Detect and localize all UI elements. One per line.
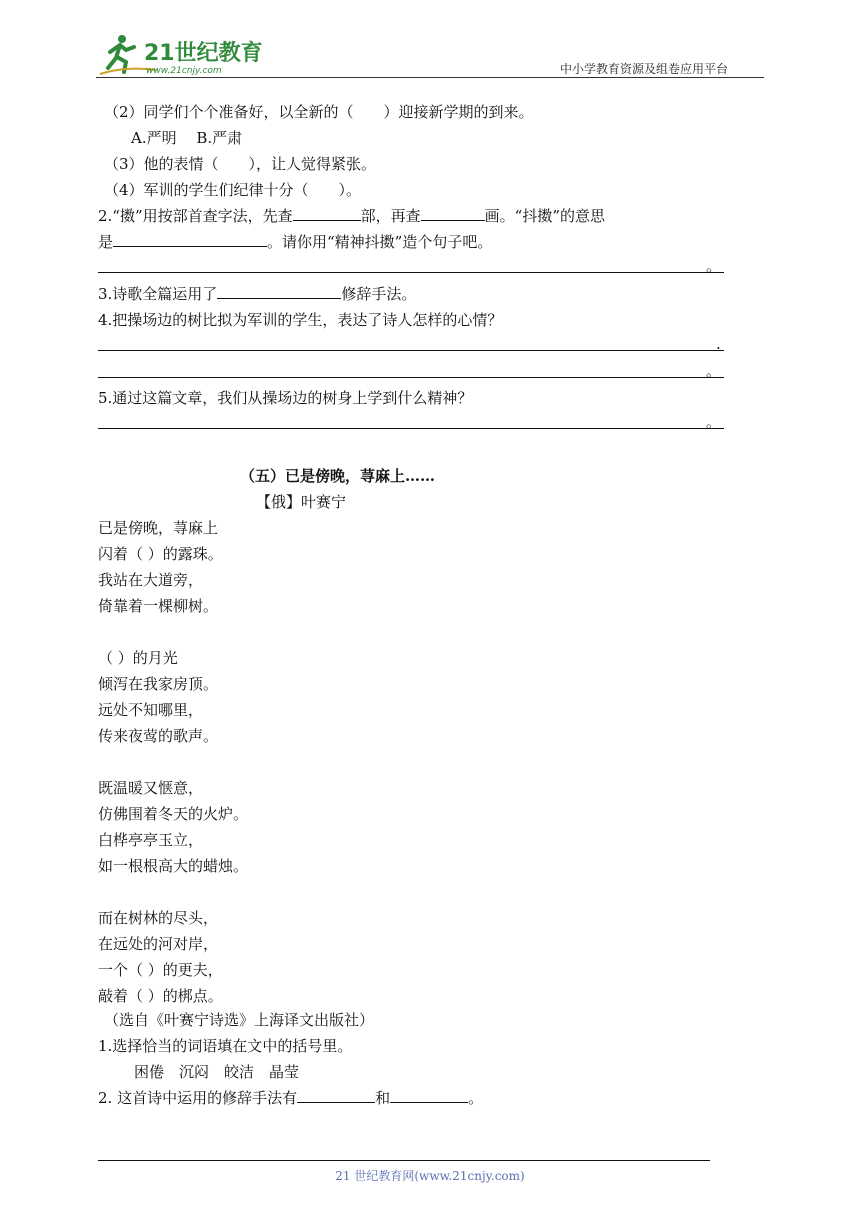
end-mark: .: [716, 335, 721, 353]
footer-text[interactable]: 21 世纪教育网(www.21cnjy.com): [335, 1169, 525, 1183]
end-mark: 。: [706, 362, 722, 380]
end-mark: 。: [706, 257, 722, 275]
answer-blank[interactable]: [217, 284, 341, 299]
end-mark: 。: [706, 413, 722, 431]
poem-line: 仿佛围着冬天的火炉。: [98, 805, 249, 823]
answer-line[interactable]: [98, 272, 724, 273]
q2-line1: 2.“擞”用按部首查字法，先查 部，再查 画。“抖擞”的意思: [98, 207, 606, 225]
answer-blank[interactable]: [297, 1088, 375, 1103]
poem-title: （五）已是傍晚，荨麻上……: [240, 467, 436, 485]
question-4: （4）军训的学生们纪律十分（ ）。: [104, 181, 362, 199]
q3-line: 3.诗歌全篇运用了 修辞手法。: [98, 285, 417, 303]
options: A.严明 B.严肃: [131, 129, 243, 147]
answer-line[interactable]: [98, 428, 724, 429]
poem-question-2: 2. 这首诗中运用的修辞手法有 和 。: [98, 1089, 484, 1107]
answer-line[interactable]: [98, 350, 724, 351]
poem-line: 既温暖又惬意，: [98, 779, 204, 797]
word-choices: 困倦 沉闷 皎洁 晶莹: [134, 1063, 300, 1081]
poem-line: 已是傍晚，荨麻上: [98, 519, 219, 537]
poem-line: 敲着（ ）的梆点。: [98, 987, 223, 1005]
poem-source: （选自《叶赛宁诗选》上海译文出版社）: [104, 1011, 375, 1029]
poem-line: 如一根根高大的蜡烛。: [98, 857, 249, 875]
q2-line2: 是 。请你用“精神抖擞”造个句子吧。: [98, 233, 493, 251]
header-platform-name: 中小学教育资源及组卷应用平台: [560, 62, 729, 76]
poem-line: 我站在大道旁，: [98, 571, 204, 589]
answer-blank[interactable]: [390, 1088, 468, 1103]
poem-line: 倚靠着一棵柳树。: [98, 597, 219, 615]
poem-line: 而在树林的尽头，: [98, 909, 219, 927]
header-divider: [96, 77, 764, 78]
answer-line[interactable]: [98, 377, 724, 378]
poem-line: 在远处的河对岸，: [98, 935, 219, 953]
poem-line: 倾泻在我家房顶。: [98, 675, 219, 693]
question-2: （2）同学们个个准备好，以全新的（ ）迎接新学期的到来。: [104, 103, 534, 121]
q4-line: 4.把操场边的树比拟为军训的学生，表达了诗人怎样的心情？: [98, 311, 503, 329]
footer-divider: [98, 1160, 710, 1161]
poem-question-1: 1.选择恰当的词语填在文中的括号里。: [98, 1037, 353, 1055]
poem-line: 一个（ ）的更夫，: [98, 961, 223, 979]
poem-line: （ ）的月光: [98, 649, 178, 667]
logo-url: www.21cnjy.com: [146, 66, 222, 76]
answer-blank[interactable]: [293, 206, 361, 221]
poem-line: 远处不知哪里，: [98, 701, 204, 719]
poem-line: 传来夜莺的歌声。: [98, 727, 219, 745]
question-3: （3）他的表情（ ），让人觉得紧张。: [104, 155, 377, 173]
q5-line: 5.通过这篇文章，我们从操场边的树身上学到什么精神？: [98, 389, 473, 407]
poem-author: 【俄】叶赛宁: [256, 493, 347, 511]
logo-text: 21世纪教育: [144, 41, 263, 66]
poem-line: 白桦亭亭玉立，: [98, 831, 204, 849]
answer-blank[interactable]: [113, 232, 267, 247]
site-logo: [96, 30, 266, 78]
answer-blank[interactable]: [421, 206, 485, 221]
poem-line: 闪着（ ）的露珠。: [98, 545, 223, 563]
